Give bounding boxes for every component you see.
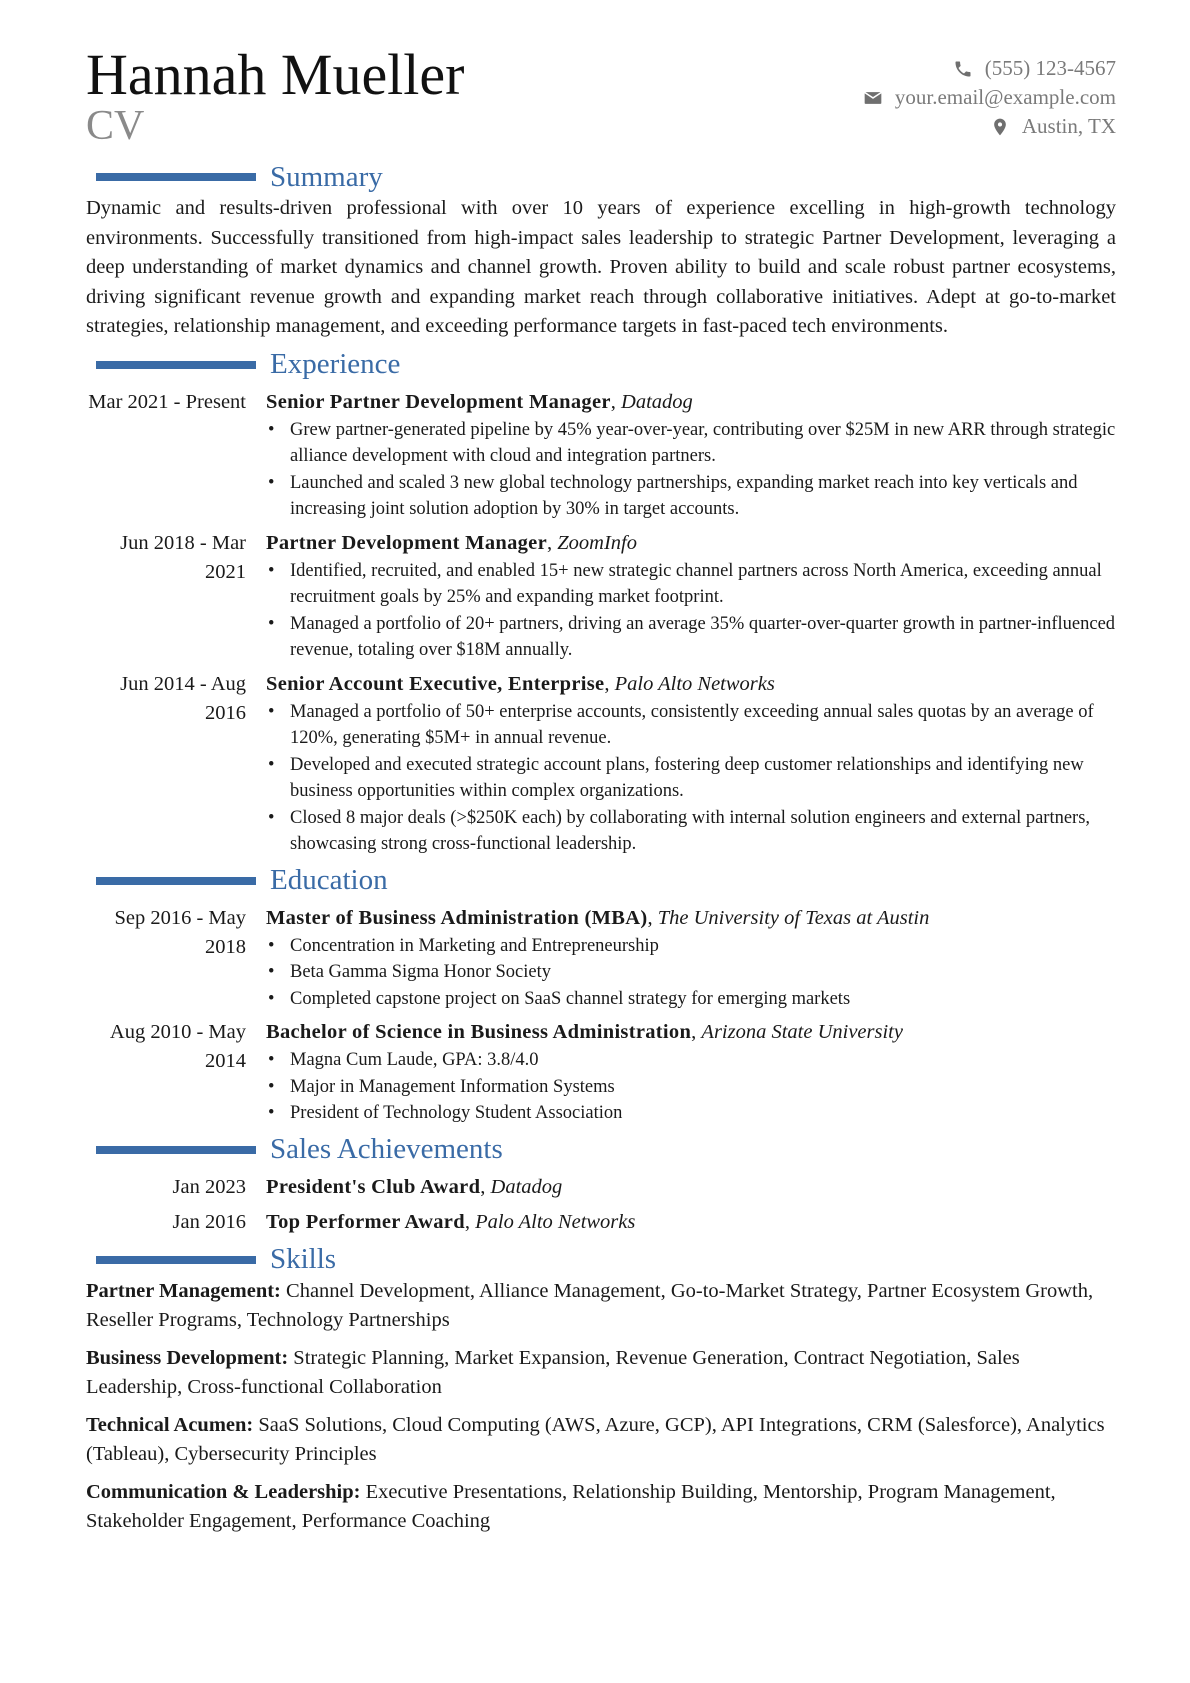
skills-list (86, 1277, 1116, 1537)
entry-body (266, 529, 1116, 664)
entry-bullet-list (266, 558, 1116, 664)
entry-separator: , (691, 1021, 702, 1043)
map-pin-icon (990, 117, 1010, 137)
section-education-heading (86, 864, 1116, 898)
entry-role: President's Club Award (266, 1175, 481, 1198)
section-title: Education (270, 864, 388, 896)
section-accent-bar (96, 877, 256, 885)
skill-row (86, 1478, 1116, 1537)
envelope-icon (863, 88, 883, 108)
skill-category: Communication & Leadership: (86, 1480, 361, 1503)
entry-heading (266, 1018, 1116, 1047)
entry-bullet: • Closed 8 major deals (>$250K each) by collaborating with internal solution engineers and external partners, showcasing strong cross-functional leadership. (290, 805, 1116, 858)
entry-organization: Arizona State University (701, 1021, 903, 1043)
entry-organization: Datadog (490, 1175, 563, 1198)
entry-separator: , (546, 531, 558, 554)
entry-heading (266, 670, 1116, 699)
entry-bullet: • Major in Management Information Systems (290, 1074, 1116, 1101)
entry-bullet-list (266, 417, 1116, 523)
section-summary-heading (86, 160, 1116, 194)
entry-heading (266, 904, 1116, 933)
entry-body (266, 1173, 1116, 1202)
entry-date: Jan 2016 (172, 1210, 246, 1233)
entry-item (86, 904, 1116, 1013)
entry-heading (266, 529, 1116, 558)
entry-separator: , (464, 1210, 476, 1233)
skill-row (86, 1344, 1116, 1403)
entry-role: Senior Partner Development Manager (266, 390, 611, 413)
section-title: Skills (270, 1243, 337, 1275)
entry-heading (266, 388, 1116, 417)
entry-date: Mar 2021 - Present (88, 390, 246, 413)
section-accent-bar (96, 173, 256, 181)
section-skills-heading (86, 1243, 1116, 1277)
experience-list (86, 388, 1116, 858)
contact-email (863, 83, 1116, 112)
entry-bullet: • Magna Cum Laude, GPA: 3.8/4.0 (290, 1047, 1116, 1074)
education-list (86, 904, 1116, 1127)
entry-organization: Palo Alto Networks (614, 672, 775, 695)
entry-role: Senior Account Executive, Enterprise (266, 672, 605, 695)
skill-category: Business Development: (86, 1346, 289, 1369)
contact-info (863, 54, 1116, 141)
entry-separator: , (480, 1175, 491, 1198)
skill-list-text: Executive Presentations, Relationship Building, Mentorship, Program Management, Stakeholder Engagement, Performance Coaching (86, 1480, 1056, 1532)
skill-row (86, 1411, 1116, 1470)
email-link[interactable]: your.email@example.com (894, 85, 1116, 109)
entry-heading (266, 1173, 1116, 1202)
section-title: Sales Achievements (270, 1133, 503, 1165)
section-accent-bar (96, 1256, 256, 1264)
entry-item (86, 1018, 1116, 1127)
entry-body (266, 1208, 1116, 1237)
contact-phone (863, 54, 1116, 83)
section-accent-bar (96, 361, 256, 369)
entry-bullet: • Managed a portfolio of 50+ enterprise accounts, consistently exceeding annual sales quotas by an average of 120%, generating $5M+ in annual revenue. (290, 699, 1116, 752)
resume-page (86, 44, 1116, 1545)
entry-role: Partner Development Manager (266, 531, 547, 554)
skill-category: Technical Acumen: (86, 1413, 254, 1436)
entry-body (266, 388, 1116, 523)
section-experience-heading (86, 348, 1116, 382)
location-text: Austin, TX (1021, 114, 1116, 138)
section-title: Experience (270, 348, 401, 380)
entry-item (86, 1208, 1116, 1237)
entry-item (86, 388, 1116, 523)
entry-bullet: • Managed a portfolio of 20+ partners, driving an average 35% quarter-over-quarter growth in partner-influenced revenue, totaling over $18M annually. (290, 611, 1116, 664)
entry-organization: ZoomInfo (557, 531, 637, 554)
entry-bullet-list (266, 933, 1116, 1013)
entry-organization: Datadog (621, 390, 693, 413)
skill-row (86, 1277, 1116, 1336)
entry-date: Jan 2023 (172, 1175, 246, 1198)
entry-item (86, 670, 1116, 858)
section-accent-bar (96, 1146, 256, 1154)
entry-bullet: • Launched and scaled 3 new global technology partnerships, expanding market reach into key verticals and increasing joint solution adoption by 30% in target accounts. (290, 470, 1116, 523)
entry-bullet: • Identified, recruited, and enabled 15+ new strategic channel partners across North America, exceeding annual recruitment goals by 25% and expanding market footprint. (290, 558, 1116, 611)
entry-bullet: • Completed capstone project on SaaS channel strategy for emerging markets (290, 986, 1116, 1013)
entry-heading (266, 1208, 1116, 1237)
section-title: Summary (270, 160, 383, 193)
entry-date: Aug 2010 - May 2014 (109, 1021, 246, 1072)
entry-body (266, 904, 1116, 1013)
entry-bullet-list (266, 699, 1116, 858)
entry-organization: The University of Texas at Austin (657, 906, 930, 929)
entry-bullet: • President of Technology Student Association (290, 1100, 1116, 1127)
entry-separator: , (604, 672, 615, 695)
skill-list-text: Channel Development, Alliance Management, Go-to-Market Strategy, Partner Ecosystem Growth, Reseller Programs, Technology Partnerships (86, 1279, 1094, 1331)
skill-list-text: Strategic Planning, Market Expansion, Revenue Generation, Contract Negotiation, Sales Leadership, Cross-functional Collaboration (86, 1346, 1020, 1398)
phone-text[interactable]: (555) 123-4567 (984, 56, 1116, 80)
entry-bullet: • Grew partner-generated pipeline by 45% year-over-year, contributing over $25M in new ARR through strategic alliance development with cloud and integration partners. (290, 417, 1116, 470)
phone-icon (953, 59, 973, 79)
entry-body (266, 670, 1116, 858)
entry-date: Jun 2014 - Aug 2016 (120, 672, 246, 724)
contact-location (863, 112, 1116, 141)
skill-list-text: SaaS Solutions, Cloud Computing (AWS, Azure, GCP), API Integrations, CRM (Salesforce), Analytics (Tableau), Cybersecurity Principles (86, 1413, 1105, 1465)
entry-bullet: • Beta Gamma Sigma Honor Society (290, 959, 1116, 986)
skill-category: Partner Management: (86, 1279, 281, 1302)
section-achievements-heading (86, 1133, 1116, 1167)
person-name: Hannah Mueller (86, 42, 465, 107)
summary-text: Dynamic and results-driven professional with over 10 years of experience excelling in high-growth technology environments. Successfully transitioned from high-impact sales leadership to strategic Partner Development, leveraging a deep understanding of market dynamics and channel growth. Proven ability to build and scale robust partner ecosystems, driving significant revenue growth and expanding market reach through collaborative initiatives. Adept at go-to-market strategies, relationship management, and exceeding performance targets in fast-paced tech environments. (86, 197, 1116, 337)
entry-role: Top Performer Award (266, 1210, 465, 1233)
entry-item (86, 1173, 1116, 1202)
entry-role: Master of Business Administration (MBA) (266, 906, 648, 929)
entry-bullet: • Concentration in Marketing and Entrepreneurship (290, 933, 1116, 960)
document-subtitle: CV (86, 103, 145, 149)
entry-separator: , (647, 906, 658, 929)
achievements-list (86, 1173, 1116, 1237)
entry-organization: Palo Alto Networks (475, 1210, 636, 1233)
entry-separator: , (610, 390, 622, 413)
entry-body (266, 1018, 1116, 1127)
entry-bullet: • Developed and executed strategic account plans, fostering deep customer relationships and identifying new business opportunities within complex organizations. (290, 752, 1116, 805)
entry-bullet-list (266, 1047, 1116, 1127)
entry-date: Sep 2016 - May 2018 (114, 906, 246, 958)
entry-role: Bachelor of Science in Business Administration (266, 1021, 692, 1043)
resume-header (86, 44, 1116, 154)
entry-item (86, 529, 1116, 664)
entry-date: Jun 2018 - Mar 2021 (120, 531, 246, 583)
